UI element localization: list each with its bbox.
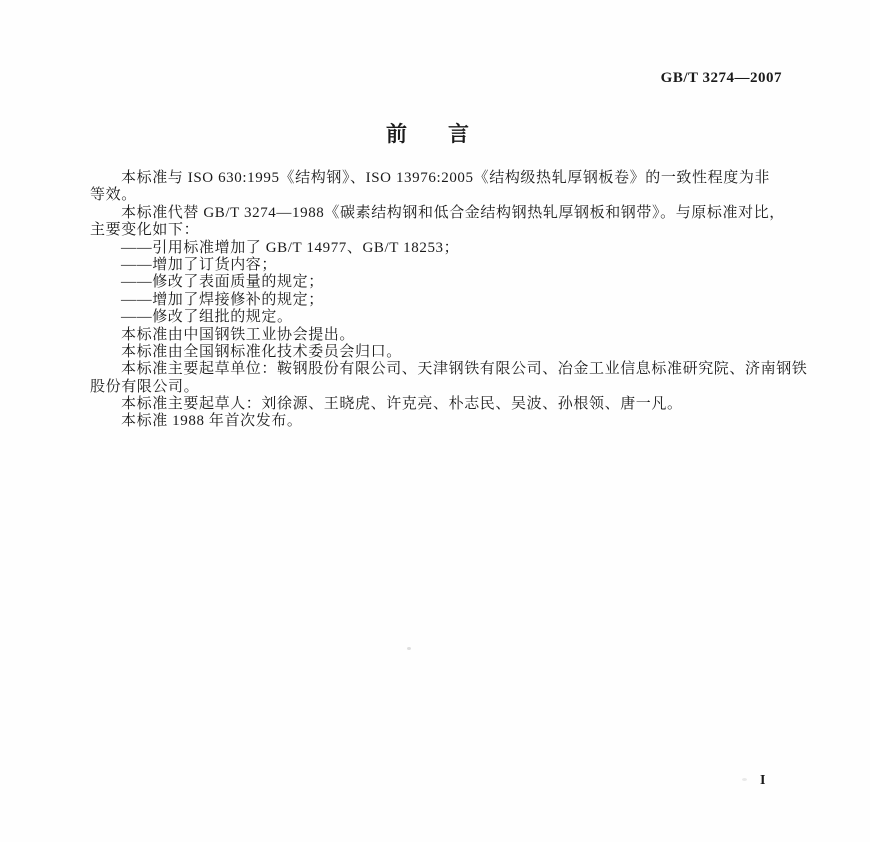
change-list-item: ——增加了焊接修补的规定； <box>121 291 324 308</box>
change-list-item: ——修改了组批的规定。 <box>121 309 293 326</box>
paragraph-line: 本标准代替 GB/T 3274—1988《碳素结构钢和低合金结构钢热轧厚钢板和钢带》。与原标准对比， <box>121 204 785 221</box>
paragraph-line: 本标准由全国钢标准化技术委员会归口。 <box>121 343 402 360</box>
standard-code: GB/T 3274—2007 <box>660 70 782 86</box>
change-list-item: ——引用标准增加了 GB/T 14977、GB/T 18253； <box>121 239 460 256</box>
paragraph-line: 股份有限公司。 <box>90 378 200 395</box>
paragraph-line: 本标准由中国钢铁工业协会提出。 <box>121 326 356 343</box>
paragraph-line: 等效。 <box>90 187 137 204</box>
page-title <box>0 118 856 148</box>
paragraph-line: 本标准 1988 年首次发布。 <box>121 413 303 430</box>
page-title-char-right: 言 <box>448 122 470 146</box>
page-number: I <box>760 773 767 788</box>
foreword-body <box>90 170 808 431</box>
scan-artifact <box>742 778 747 781</box>
paragraph-line: 本标准与 ISO 630:1995《结构钢》、ISO 13976:2005《结构级热轧厚钢板卷》的一致性程度为非 <box>121 170 771 186</box>
paragraph-line: 主要变化如下： <box>90 222 200 239</box>
paragraph-line: 本标准主要起草单位：鞍钢股份有限公司、天津钢铁有限公司、冶金工业信息标准研究院、济南钢铁 <box>121 361 808 378</box>
scan-artifact <box>407 647 411 650</box>
page-title-char-left: 前 <box>386 122 408 146</box>
paragraph-line: 本标准主要起草人：刘徐源、王晓虎、许克亮、朴志民、吴波、孙根领、唐一凡。 <box>121 396 683 413</box>
change-list-item: ——修改了表面质量的规定； <box>121 274 324 291</box>
change-list-item: ——增加了订货内容； <box>121 256 278 273</box>
